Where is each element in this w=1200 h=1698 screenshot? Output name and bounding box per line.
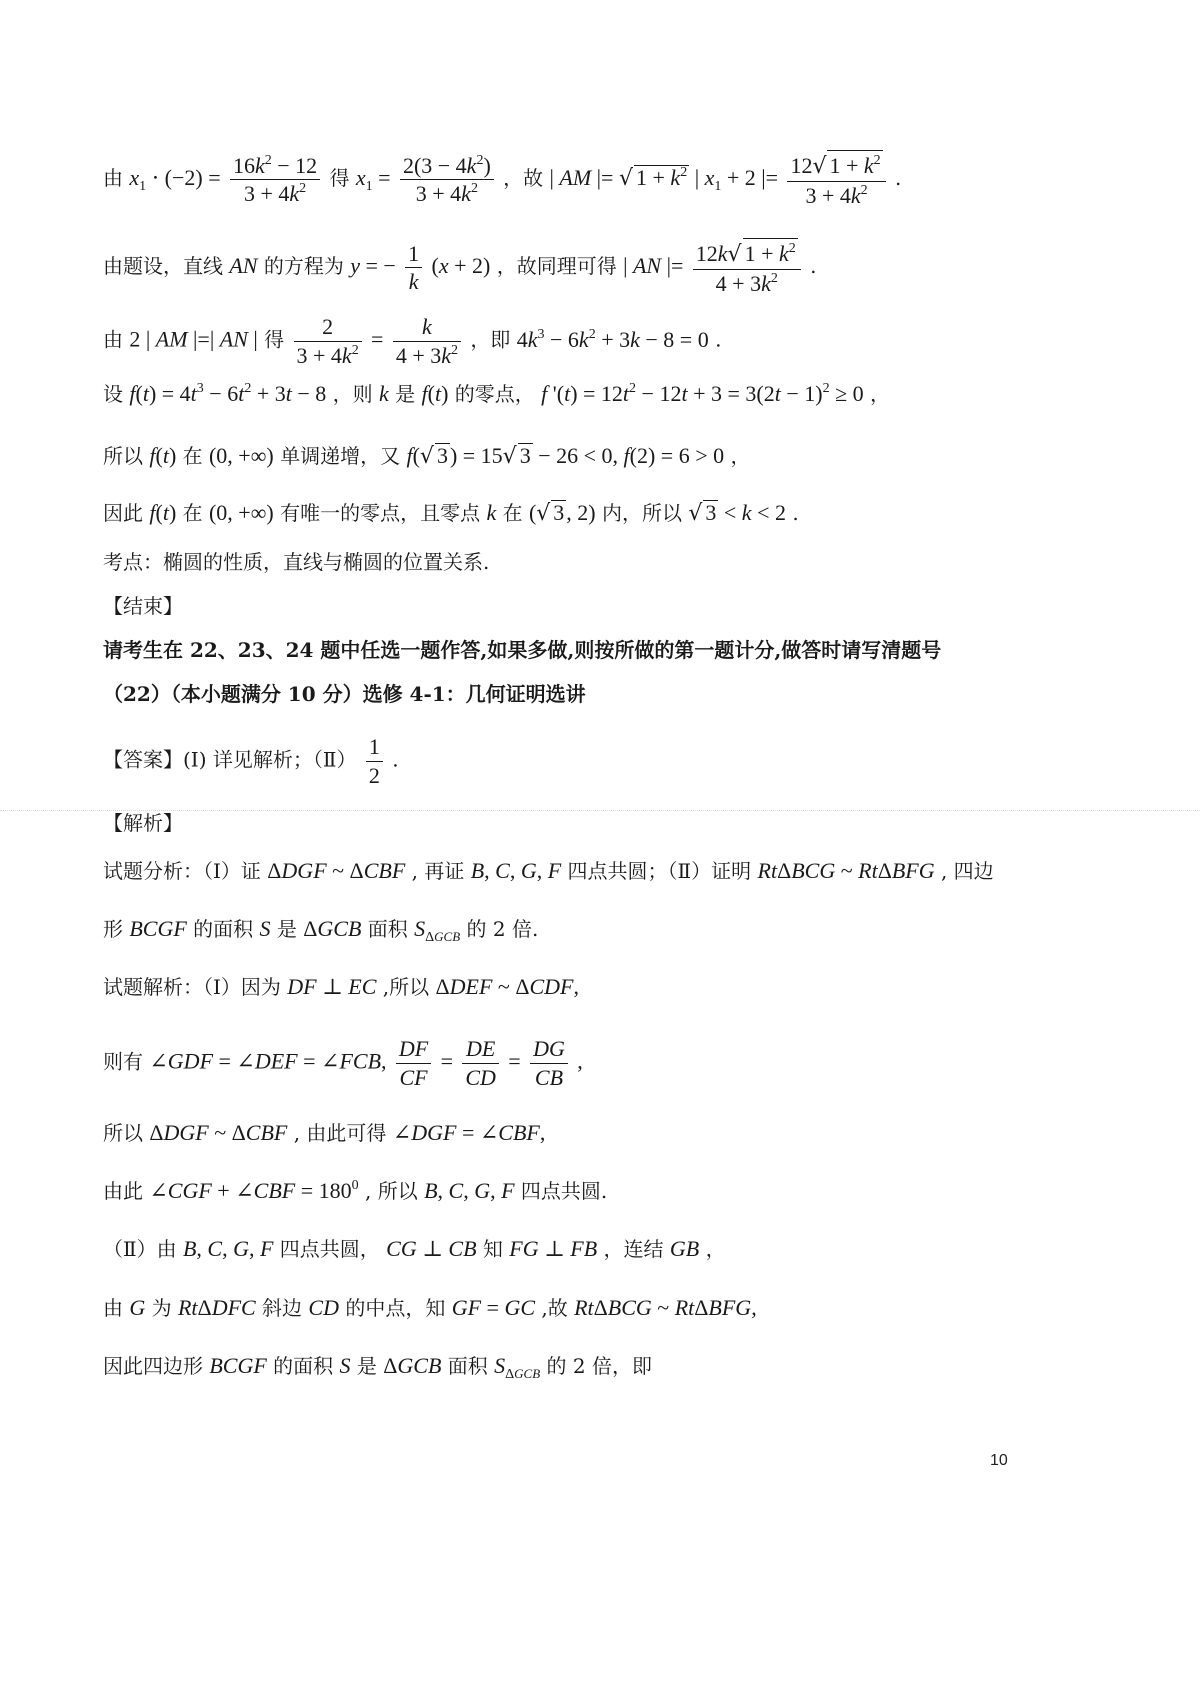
math: | AM |= √ $1 + k^2$ | $x_1 + 2$ |=: [549, 165, 779, 194]
page-divider: [0, 810, 1200, 811]
text: 在: [182, 444, 203, 468]
line-19: （Ⅱ）由 B, C, G, F 四点共圆， CG ⊥ CB 知 FG ⊥ FB ，连结 GB ，: [103, 1236, 726, 1261]
instruction: 请考生在 22、23、24 题中任选一题作答,如果多做,则按所做的第一题计分,做答时请写清题号: [103, 638, 942, 662]
fraction: $\frac{DF}{CF}$: [396, 1035, 431, 1091]
text: 由题设，直线: [103, 254, 223, 278]
fraction: $\frac{1}{2}$: [366, 733, 383, 789]
line-1: [103, 150, 901, 209]
text: 的面积: [273, 1354, 334, 1378]
text: 单调递增，又: [280, 444, 401, 468]
text: 面积: [447, 1354, 488, 1378]
text: 试题分析：（Ⅰ）证: [103, 859, 261, 883]
math: 2 | AM |=| AN |: [129, 326, 258, 352]
text: ，: [870, 382, 891, 406]
line-13: 试题分析：（Ⅰ）证 ΔDGF ~ ΔCBF , 再证 B, C, G, F 四点共圆；（Ⅱ）证明 RtΔBCG ~ RtΔBFG , 四边: [103, 858, 994, 883]
text: 由: [103, 1296, 123, 1320]
line-15: 试题解析：（Ⅰ）因为 DF ⊥ EC ,所以 ΔDEF ~ ΔCDF,: [103, 974, 579, 999]
text: 由: [103, 327, 123, 352]
fraction: $\frac{12√ 1 + k^2}{3 + 4k^2}$: [787, 150, 885, 209]
text: .: [715, 327, 722, 352]
line-6: 因此 f(t) 在 (0, +∞) 有唯一的零点，且零点 k 在 (√ 3, 2) 内，所以 √ 3 < k < 2 .: [103, 500, 799, 526]
math: $x_1$ =: [355, 165, 391, 194]
text: 因此四边形: [103, 1354, 203, 1378]
text: .: [810, 254, 817, 278]
math: $f(t) = 4t^3 - 6t^2 + 3t - 8$: [129, 381, 327, 406]
text: .: [895, 166, 902, 190]
math: (x + 2): [431, 253, 491, 278]
text: 得: [264, 327, 285, 352]
text: 知: [482, 1237, 503, 1261]
math: f '$(t) = 12t^2 - 12t + 3 = 3(2t - 1)^2 \ge 0$: [541, 381, 864, 406]
math: f(√ 3) = 15√ 3 − 26 < 0, f(2) = 6 > 0: [406, 443, 725, 469]
line-17: 所以 ΔDGF ~ ΔCBF , 由此可得 ∠DGF = ∠CBF,: [103, 1120, 546, 1145]
line-4: 设 $f(t) = 4t^3 - 6t^2 + 3t - 8$ ，则 k 是 f(t) 的零点， f '$(t) = 12t^2 - 12t + 3 = 3(2t - 1)^2 \ge 0$ ，: [103, 381, 891, 406]
fraction: $\frac{12k√ 1 + k^2}{4 + 3k^2}$: [693, 238, 801, 297]
text: 的方程为: [263, 254, 344, 278]
fraction: $\frac{2(3 - 4k^2)}{3 + 4k^2}$: [400, 152, 494, 208]
text: ，即: [470, 327, 511, 352]
text: 的 2 倍.: [466, 917, 539, 941]
text: 所以: [103, 1121, 143, 1145]
text: 【答案】(Ⅰ) 详见解析；（Ⅱ）: [103, 747, 357, 772]
text: ，: [730, 444, 751, 468]
text: , 由此可得: [293, 1121, 387, 1145]
topic-note: 考点：椭圆的性质，直线与椭圆的位置关系.: [103, 550, 490, 574]
page-number: 10: [990, 1452, 1008, 1469]
text: 由: [103, 166, 123, 190]
text: ，故: [503, 166, 544, 190]
text: ,所以: [382, 975, 430, 999]
line-3: 由 2 | AM |=| AN | 得 $\frac{2}{3 + 4k^2}$ = $\frac{k}{4 + 3k^2}$ ，即 $4k^3 - 6k^2 + 3k - 8 = 0$ .: [103, 314, 722, 368]
text: , 四边: [940, 859, 994, 883]
text: 所以: [103, 444, 143, 468]
fraction: $\frac{DE}{CD}$: [462, 1035, 499, 1091]
text: .: [792, 501, 799, 525]
text: 形: [103, 917, 123, 941]
analysis-header: 【解析】: [103, 811, 183, 835]
text: 因此: [103, 501, 143, 525]
text: 设: [103, 382, 123, 406]
math: $x_1 \cdot (-2)$ =: [129, 165, 221, 194]
text: 有唯一的零点，且零点: [280, 501, 481, 525]
line-16: 则有 ∠GDF = ∠DEF = ∠FCB, $\frac{DF}{CF}$ = $\frac{DE}{CD}$ = $\frac{DG}{CB}$ ,: [103, 1036, 583, 1090]
text: 的中点，知: [345, 1296, 446, 1320]
line-21: 因此四边形 BCGF 的面积 S 是 ΔGCB 面积 $S_{\Delta GCB}$ 的 2 倍，即: [103, 1353, 652, 1382]
line-18: 由此 ∠CGF + ∠CBF = $180^0$ , 所以 B, C, G, F 四点共圆.: [103, 1178, 608, 1203]
text: 试题解析：（Ⅰ）因为: [103, 975, 281, 999]
text: 面积: [367, 917, 408, 941]
text: ，: [705, 1237, 726, 1261]
text: , 所以: [364, 1179, 418, 1203]
text: ,故: [541, 1296, 568, 1320]
text: 的 2 倍，即: [546, 1354, 652, 1378]
text: ，则: [332, 382, 373, 406]
line-20: 由 G 为 RtΔDFC 斜边 CD 的中点，知 GF = GC ,故 RtΔBCG ~ RtΔBFG,: [103, 1295, 757, 1320]
fraction: $\frac{2}{3 + 4k^2}$: [294, 313, 362, 369]
fraction: $\frac{1}{k}$: [405, 240, 422, 296]
text: 在: [502, 501, 523, 525]
text: 由此: [103, 1179, 143, 1203]
math: AN: [229, 253, 258, 278]
fraction: $\frac{16k^2 - 12}{3 + 4k^2}$: [230, 152, 320, 208]
math: | AN |=: [623, 253, 684, 278]
text: ，连结: [603, 1237, 664, 1261]
end-marker: 【结束】: [103, 594, 183, 618]
text: .: [392, 747, 399, 772]
text: , 再证: [411, 859, 465, 883]
math: y = −: [350, 253, 396, 278]
text: 四点共圆；（Ⅱ）证明: [567, 859, 752, 883]
text: 四点共圆，: [279, 1237, 380, 1261]
text: 则有: [103, 1049, 143, 1074]
text: 斜边: [262, 1296, 303, 1320]
text: 的面积: [193, 917, 254, 941]
line-5: 所以 f(t) 在 (0, +∞) 单调递增，又 f(√ 3) = 15√ 3 − 26 < 0, f(2) = 6 > 0 ，: [103, 443, 751, 469]
line-14: 形 BCGF 的面积 S 是 ΔGCB 面积 $S_{\Delta GCB}$ 的 2 倍.: [103, 916, 539, 945]
text: （Ⅱ）由: [103, 1237, 177, 1261]
text: 四点共圆.: [520, 1179, 608, 1203]
text: 的零点，: [454, 382, 535, 406]
text: 内，所以: [601, 501, 682, 525]
text: 在: [182, 501, 203, 525]
text: 为: [151, 1296, 172, 1320]
text: 是: [395, 382, 416, 406]
answer-line: [103, 733, 399, 789]
line-2: [103, 238, 816, 297]
text: ，故同理可得: [496, 254, 617, 278]
text: 得: [329, 166, 350, 190]
text: 是: [356, 1354, 377, 1378]
question-header: （22）（本小题满分 10 分）选修 4-1：几何证明选讲: [103, 682, 586, 706]
text: 是: [276, 917, 297, 941]
fraction: $\frac{DG}{CB}$: [530, 1035, 568, 1091]
math: $4k^3 - 6k^2 + 3k - 8 = 0$: [516, 326, 709, 352]
fraction: $\frac{k}{4 + 3k^2}$: [393, 313, 461, 369]
